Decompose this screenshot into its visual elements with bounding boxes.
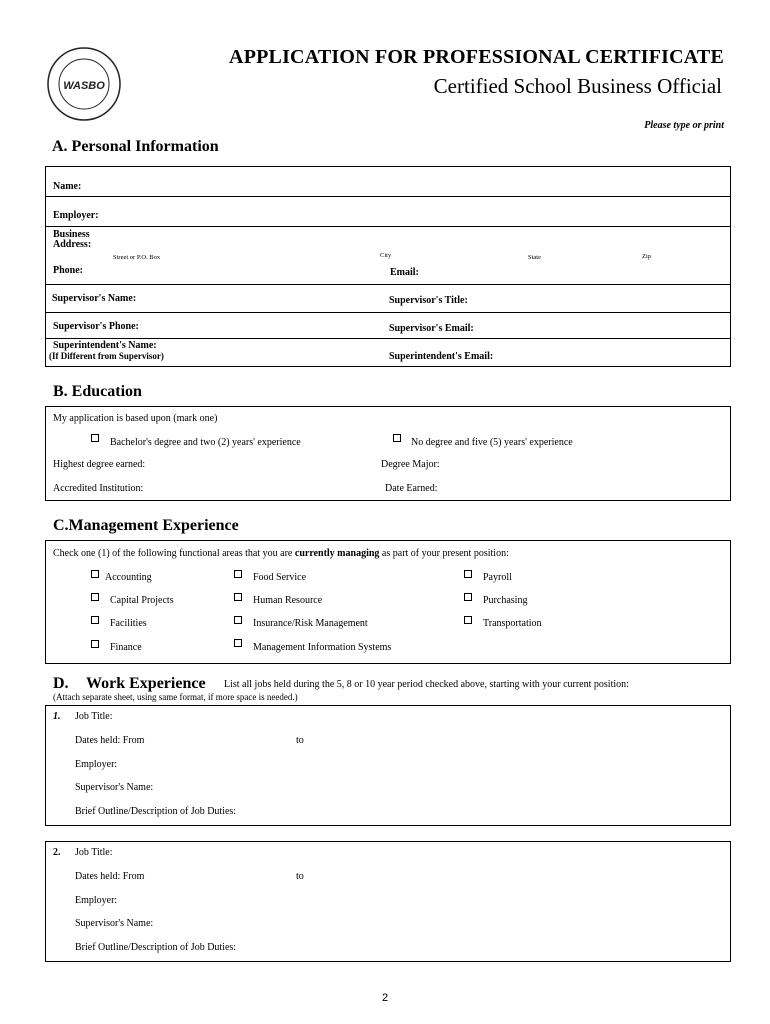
mis-checkbox[interactable] <box>234 639 242 647</box>
city-label: City <box>380 252 392 259</box>
food-service-label: Food Service <box>253 572 307 583</box>
finance-checkbox[interactable] <box>91 640 99 648</box>
purchasing-label: Purchasing <box>483 595 528 606</box>
superintendent-note: (If Different from Supervisor) <box>49 351 164 361</box>
supervisor-email-field[interactable]: Supervisor's Email: <box>389 323 474 334</box>
business-address-line2: Address: <box>53 239 92 250</box>
facilities-checkbox[interactable] <box>91 616 99 624</box>
bachelors-checkbox[interactable] <box>91 434 99 442</box>
job-2-duties-field[interactable]: Brief Outline/Description of Job Duties: <box>75 942 237 953</box>
institution-field[interactable]: Accredited Institution: <box>53 483 144 494</box>
attach-sheet-note: (Attach separate sheet, using same format, if more space is needed.) <box>53 692 298 702</box>
section-a-heading: A. Personal Information <box>52 138 219 155</box>
job-2-title-field[interactable]: Job Title: <box>75 847 113 858</box>
job-2-employer-field[interactable]: Employer: <box>75 895 118 906</box>
job-1-dates-from-field[interactable]: Dates held: From <box>75 735 145 746</box>
bachelors-option-label: Bachelor's degree and two (2) years' experience <box>110 437 301 448</box>
work-experience-instruction: List all jobs held during the 5, 8 or 10 year period checked above, starting with your current position: <box>224 679 629 690</box>
job-1-dates-to-field[interactable]: to <box>296 735 304 746</box>
no-degree-option-label: No degree and five (5) years' experience <box>411 437 573 448</box>
based-upon-text: My application is based upon (mark one) <box>53 413 218 424</box>
human-resource-label: Human Resource <box>253 595 323 606</box>
section-c-heading: C.Management Experience <box>53 517 239 534</box>
section-d-heading: Work Experience <box>86 675 206 692</box>
capital-projects-checkbox[interactable] <box>91 593 99 601</box>
date-earned-field[interactable]: Date Earned: <box>385 483 438 494</box>
human-resource-checkbox[interactable] <box>234 593 242 601</box>
employer-field[interactable]: Employer: <box>53 210 99 221</box>
business-address-label[interactable] <box>53 230 91 250</box>
page-number: 2 <box>381 992 389 1004</box>
job-2-dates-from-field[interactable]: Dates held: From <box>75 871 145 882</box>
job-1-title-field[interactable]: Job Title: <box>75 711 113 722</box>
name-field[interactable]: Name: <box>53 181 82 192</box>
supervisor-name-field[interactable]: Supervisor's Name: <box>52 293 137 304</box>
mis-label: Management Information Systems <box>253 642 392 653</box>
payroll-checkbox[interactable] <box>464 570 472 578</box>
job-1-supervisor-field[interactable]: Supervisor's Name: <box>75 782 154 793</box>
transportation-checkbox[interactable] <box>464 616 472 624</box>
facilities-label: Facilities <box>110 618 147 629</box>
business-address-line1: Business <box>53 229 90 240</box>
job-1-duties-field[interactable]: Brief Outline/Description of Job Duties: <box>75 806 237 817</box>
seal-center-text: WASBO <box>63 80 105 92</box>
capital-projects-label: Capital Projects <box>110 595 174 606</box>
finance-label: Finance <box>110 642 142 653</box>
purchasing-checkbox[interactable] <box>464 593 472 601</box>
form-title: APPLICATION FOR PROFESSIONAL CERTIFICATE <box>229 46 724 68</box>
job-2-number: 2. <box>53 847 61 858</box>
insurance-risk-label: Insurance/Risk Management <box>253 618 368 629</box>
form-subtitle: Certified School Business Official <box>433 74 722 98</box>
superintendent-name-field[interactable]: Superintendent's Name: <box>53 340 157 351</box>
supervisor-phone-field[interactable]: Supervisor's Phone: <box>53 321 139 332</box>
supervisor-title-field[interactable]: Supervisor's Title: <box>389 295 468 306</box>
job-2-dates-to-field[interactable]: to <box>296 871 304 882</box>
degree-major-field[interactable]: Degree Major: <box>381 459 440 470</box>
job-1-employer-field[interactable]: Employer: <box>75 759 118 770</box>
job-1-number: 1. <box>53 711 61 722</box>
payroll-label: Payroll <box>483 572 512 583</box>
food-service-checkbox[interactable] <box>234 570 242 578</box>
zip-label: Zip <box>642 253 652 260</box>
email-field[interactable]: Email: <box>390 267 419 278</box>
highest-degree-field[interactable]: Highest degree earned: <box>53 459 146 470</box>
transportation-label: Transportation <box>483 618 542 629</box>
phone-field[interactable]: Phone: <box>53 265 83 276</box>
job-2-supervisor-field[interactable]: Supervisor's Name: <box>75 918 154 929</box>
superintendent-email-field[interactable]: Superintendent's Email: <box>389 351 494 362</box>
please-type-note: Please type or print <box>644 120 724 131</box>
insurance-risk-checkbox[interactable] <box>234 616 242 624</box>
state-label: State <box>528 254 541 261</box>
accounting-label: Accounting <box>105 572 152 583</box>
no-degree-checkbox[interactable] <box>393 434 401 442</box>
section-d-letter: D. <box>53 675 69 692</box>
management-instruction: Check one (1) of the following functional areas that you are currently managing as part of your present position: <box>53 548 509 559</box>
section-b-heading: B. Education <box>53 383 142 400</box>
wasbo-seal-logo <box>46 46 122 122</box>
accounting-checkbox[interactable] <box>91 570 99 578</box>
street-label: Street or P.O. Box <box>113 254 161 261</box>
